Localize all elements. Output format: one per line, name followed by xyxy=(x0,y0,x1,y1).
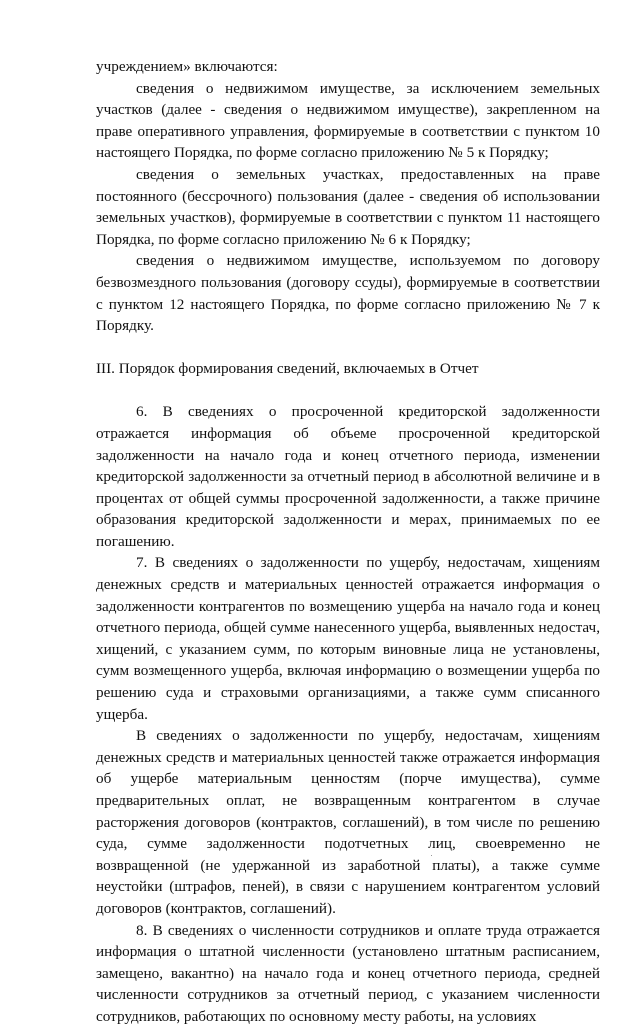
document-page xyxy=(96,56,600,1028)
paragraph-continuation: учреждением» включаются: xyxy=(96,58,278,75)
paragraph-6-overdue-payables: 6. В сведениях о просроченной кредиторской задолженности отражается информация об объеме просроченной кредиторской задолженности на начало года и конец отчетного периода, изменении кредиторской задолженности за отчетный период в абсолютной величине и в процентах от общей суммы просроченной задолженности, а также причине образования кредиторской задолженности и мерах, принимаемых по ее погашению. xyxy=(96,403,600,550)
paragraph-7-damage-debt: 7. В сведениях о задолженности по ущербу, недостачам, хищениям денежных средств и материальных ценностей отражается информация о задолженности контрагентов по возмещению ущерба на начало года и конец отчетного периода, общей сумме нанесенного ущерба, выявленных недостач, хищений, с указанием сумм, по которым виновные лица не установлены, сумм возмещенного ущерба, включая информацию о возмещении ущерба по решению суда и страховыми организациями, а также сумм списанного ущерба. xyxy=(96,554,600,723)
scan-speck xyxy=(431,855,432,856)
paragraph-real-estate-free-use: сведения о недвижимом имуществе, используемом по договору безвозмездного пользования (договору ссуды), формируемые в соответствии с пунктом 12 настоящего Порядка, по форме согласно приложению № 7 к Порядку. xyxy=(96,252,600,335)
paragraph-land-plots: сведения о земельных участках, предоставленных на праве постоянного (бессрочного) пользования (далее - сведения об использовании земельных участков), формируемые в соответствии с пунктом 11 настоящего Порядка, по форме согласно приложению № 6 к Порядку; xyxy=(96,165,600,248)
paragraph-8-staff-numbers: 8. В сведениях о численности сотрудников и оплате труда отражается информация о штатной численности (установлено штатным расписанием, замещено, вакантно) на начало года и конец отчетного периода, средней численности сотрудников за отчетный период, с указанием численности сотрудников, работающих по основному месту работы, на условиях xyxy=(96,921,600,1025)
paragraph-real-estate-operational: сведения о недвижимом имуществе, за исключением земельных участков (далее - сведения о недвижимом имуществе), закрепленном на праве оперативного управления, формируемые в соответствии с пунктом 10 настоящего Порядка, по форме согласно приложению № 5 к Порядку; xyxy=(96,79,600,162)
paragraph-7-continued: В сведениях о задолженности по ущербу, недостачам, хищениям денежных средств и материальных ценностей также отражается информация об ущербе материальным ценностям (порче имущества), сумме предварительных оплат, не возвращенным контрагентом в случае расторжения договоров (контрактов, соглашений), в том числе по решению суда, сумме задолженности подотчетных лиц, своевременно не возвращенной (не удержанной из заработной платы), а также сумме неустойки (штрафов, пеней), в связи с нарушением контрагентом условий договоров (контрактов, соглашений). xyxy=(96,727,600,917)
section-heading: III. Порядок формирования сведений, включаемых в Отчет xyxy=(96,359,479,377)
